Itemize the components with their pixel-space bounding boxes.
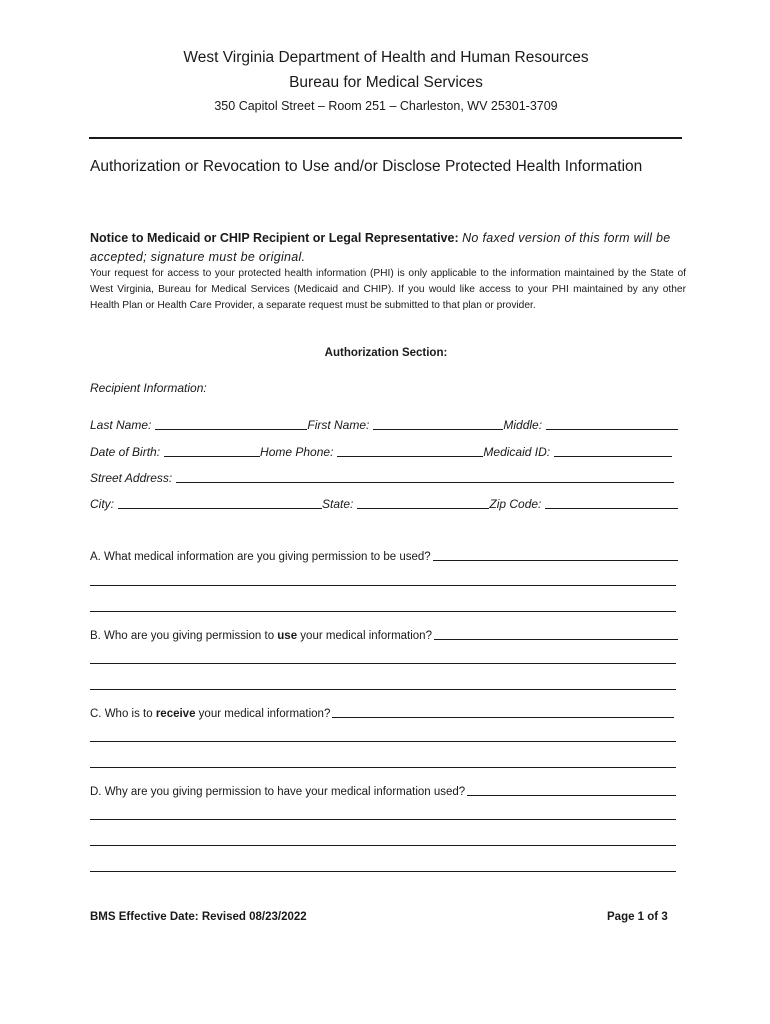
street-address-label: Street Address:	[90, 471, 173, 485]
form-title: Authorization or Revocation to Use and/or Disclose Protected Health Information	[90, 158, 643, 175]
answer-line-b1[interactable]	[90, 663, 676, 664]
answer-line-d2[interactable]	[90, 845, 676, 846]
question-a-text: A. What medical information are you giving permission to be used?	[90, 551, 431, 563]
last-name-field[interactable]	[155, 418, 307, 430]
zip-code-label: Zip Code:	[489, 497, 542, 511]
org-address: 350 Capitol Street – Room 251 – Charleston, WV 25301-3709	[214, 99, 558, 113]
last-name-label: Last Name:	[90, 418, 152, 432]
answer-line-c2[interactable]	[90, 767, 676, 768]
answer-line-d1[interactable]	[90, 819, 676, 820]
question-c-field[interactable]	[332, 706, 674, 718]
question-b-emphasis: use	[277, 630, 298, 642]
state-label: State:	[322, 497, 354, 511]
recipient-info-heading: Recipient Information:	[90, 381, 207, 395]
city-label: City:	[90, 497, 114, 511]
dob-field[interactable]	[164, 445, 260, 457]
dob-label: Date of Birth:	[90, 445, 161, 459]
dob-phone-row	[90, 441, 678, 459]
question-a-field[interactable]	[433, 549, 678, 561]
answer-line-a1[interactable]	[90, 585, 676, 586]
bureau-name: Bureau for Medical Services	[289, 74, 483, 91]
home-phone-label: Home Phone:	[260, 445, 334, 459]
answer-line-b2[interactable]	[90, 689, 676, 690]
medicaid-id-field[interactable]	[554, 445, 672, 457]
answer-line-d3[interactable]	[90, 871, 676, 872]
middle-label: Middle:	[503, 418, 543, 432]
city-field[interactable]	[118, 497, 322, 509]
org-name: West Virginia Department of Health and Human Resources	[183, 49, 589, 66]
middle-field[interactable]	[546, 418, 678, 430]
section-title: Authorization Section:	[324, 347, 448, 359]
address-row	[90, 467, 678, 485]
phi-access-note: Your request for access to your protected health information (PHI) is only applicable to the information maintained by the State of West Virginia, Bureau for Medical Services (Medicaid and CHIP). If you would like access to your PHI maintained by any other Health Plan or Health Care Provider, a separate request must be submitted to that plan or provider.	[90, 268, 686, 311]
question-d-field[interactable]	[467, 784, 676, 796]
zip-code-field[interactable]	[545, 497, 678, 509]
notice	[90, 229, 686, 267]
first-name-label: First Name:	[307, 418, 370, 432]
question-c	[90, 702, 678, 720]
question-b-field[interactable]	[434, 628, 678, 640]
home-phone-field[interactable]	[337, 445, 483, 457]
street-address-field[interactable]	[176, 471, 674, 483]
notice-text: No faxed version of this form will be accepted; signature must be original.	[90, 231, 671, 264]
question-a	[90, 545, 678, 563]
city-state-zip-row	[90, 493, 678, 511]
first-name-field[interactable]	[373, 418, 503, 430]
state-field[interactable]	[357, 497, 489, 509]
question-b-text: B. Who are you giving permission to use your medical information?	[90, 630, 432, 642]
question-d	[90, 780, 678, 798]
question-c-text: C. Who is to receive your medical information?	[90, 708, 331, 720]
header-divider	[89, 137, 682, 139]
question-b	[90, 624, 678, 642]
answer-line-c1[interactable]	[90, 741, 676, 742]
question-c-emphasis: receive	[155, 708, 196, 720]
notice-label: Notice to Medicaid or CHIP Recipient or Legal Representative:	[90, 231, 459, 245]
effective-date: BMS Effective Date: Revised 08/23/2022	[90, 911, 307, 923]
answer-line-a2[interactable]	[90, 611, 676, 612]
name-row	[90, 414, 678, 432]
page-number: Page 1 of 3	[607, 911, 668, 923]
medicaid-id-label: Medicaid ID:	[483, 445, 551, 459]
question-d-text: D. Why are you giving permission to have your medical information used?	[90, 786, 466, 798]
